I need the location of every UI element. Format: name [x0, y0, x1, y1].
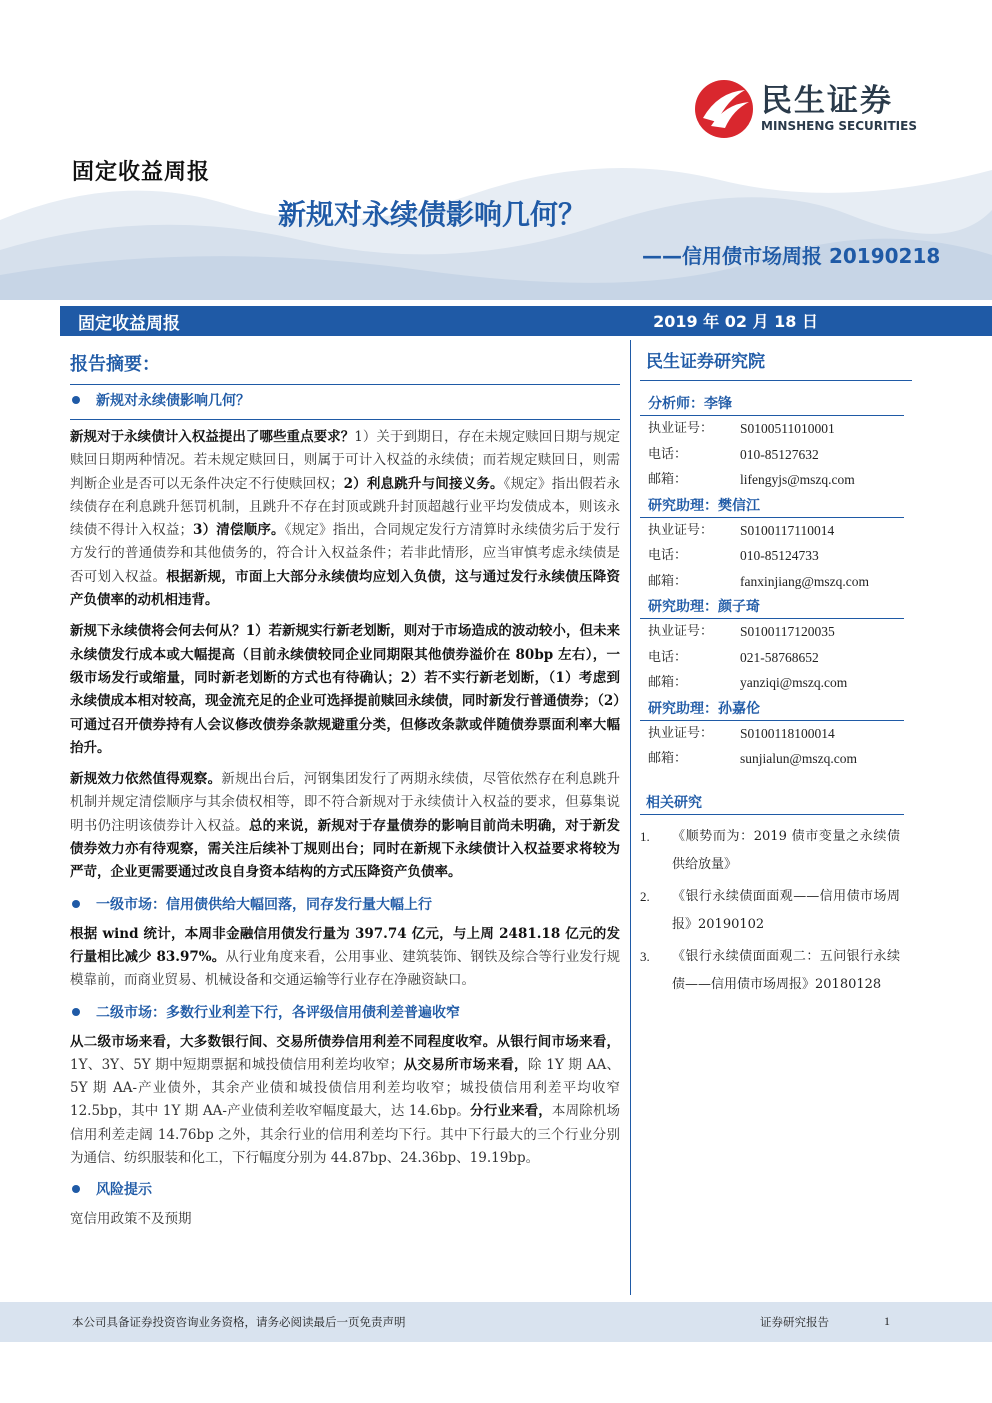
paragraph: 从二级市场来看，大多数银行间、交易所债券信用利差不同程度收窄。从银行间市场来看，1Y、3Y、5Y 期中短期票据和城投债信用利差均收窄；从交易所市场来看，除 1Y 期 AA、5Y 期 AA-产业债外，其余产业债和城投债信用利差均收窄；城投债信用利差平均收窄 12.5bp，其中 1Y 期 AA-产业债利差收窄幅度最大，达 14.6bp。分行业来看，本周除机场信用利差走阔 14.76bp 之外，其余行业的信用利差均下行。其中下行最大的三个行业分别为通信、纺织服装和化工，下行幅度分别为 44.87bp、24.36bp、19.19bp。	[70, 1033, 621, 1167]
paragraph: 新规对于永续债计入权益提出了哪些重点要求？1）关于到期日，存在未规定赎回日期与规定赎回日期两种情况。若未规定赎回日，则属于可计入权益的永续债；而若规定赎回日，则需判断企业是否可以无条件决定不行使赎回权；2）利息跳升与间接义务。《规定》指出假若永续债存在利息跳升惩罚机制，且跳升不存在封顶或跳升封顶超越行业平均发债成本，则该永续债不得计入权益；3）清偿顺序。《规定》指出，合同规定发行方清算时永续债劣后于发行方发行的普通债券和其他债务的，符合计入权益条件；若非此情形，应当审慎考虑永续债是否可划入权益。根据新规，市面上大部分永续债均应划入负债，这与通过发行永续债压降资产负债率的动机相违背。	[70, 429, 621, 609]
section-bar	[60, 306, 992, 336]
abstract-column	[70, 350, 620, 1240]
cert-row: 执业证号： S0100118100014	[648, 725, 835, 741]
phone-row: 电话： 010-85127632	[648, 446, 819, 462]
logo-english-name: MINSHENG SECURITIES	[761, 119, 917, 133]
bullet-heading: 一级市场：信用债供给大幅回落，同存发行量大幅上行	[70, 893, 620, 915]
cert-row: 执业证号： S0100117110014	[648, 522, 835, 538]
disclaimer-note: 本公司具备证券投资咨询业务资格，请务必阅读最后一页免责声明	[72, 1315, 406, 1329]
phone-row: 电话： 010-85124733	[648, 548, 819, 563]
bullet-heading: 二级市场：多数行业利差下行，各评级信用债利差普遍收窄	[70, 1001, 620, 1023]
related-item[interactable]: 1. 《顺势而为：2019 债市变量之永续债供给放量》	[640, 828, 900, 872]
cert-row: 执业证号： S0100511010001	[648, 421, 835, 436]
paragraph: 新规下永续债将会何去何从？1）若新规实行新老划断，则对于市场造成的波动较小，但未来永续债发行成本或大幅提高（目前永续债较同企业同期限其他债券溢价在 80bp 左右），一级市场发行或缩量，同时新老划断的方式也有待确认；2）若不实行新老划断，（1）考虑到永续债成本相对较高，现金流充足的企业可选择提前赎回永续债，同时新发行普通债券；（2）可通过召开债券持有人会议修改债券条款规避重分类，但修改条款或伴随债券票面利率大幅抬升。	[70, 623, 620, 756]
bullet-icon	[72, 900, 80, 908]
page-number: 1	[884, 1314, 890, 1328]
analyst-title: 研究助理：颜子琦	[640, 594, 904, 619]
institute-name: 民生证券研究院	[640, 345, 912, 381]
divider	[70, 419, 620, 420]
email-link[interactable]: yanziqi@mszq.com	[740, 675, 848, 690]
bullet-icon	[72, 396, 80, 404]
bullet-heading: 风险提示	[70, 1178, 620, 1200]
email-link[interactable]: lifengyjs@mszq.com	[740, 472, 855, 487]
analyst-title: 研究助理：孙嘉伦	[640, 696, 904, 721]
bullet-heading: 新规对永续债影响几何？	[70, 389, 620, 411]
paragraph: 根据 wind 统计，本周非金融信用债发行量为 397.74 亿元，与上周 2481.18 亿元的发行量相比减少 83.97%。从行业角度来看，公用事业、建筑装饰、钢铁及综合等行业发行规模靠前，而商业贸易、机械设备和交通运输等行业存在净融资缺口。	[70, 925, 620, 989]
document-type: 固定收益周报	[72, 159, 211, 185]
cert-row: 执业证号： S0100117120035	[648, 624, 835, 639]
email-row: 邮箱： yanziqi@mszq.com	[640, 670, 912, 696]
bullet-icon	[72, 1185, 80, 1193]
related-research-title: 相关研究	[640, 790, 904, 815]
email-link[interactable]: sunjialun@mszq.com	[740, 751, 858, 766]
page-footer	[0, 1302, 992, 1342]
phone-row: 电话： 021-58768652	[648, 649, 819, 665]
section-bar-label: 固定收益周报	[78, 314, 180, 334]
divider	[70, 384, 620, 385]
report-title: 新规对永续债影响几何？	[278, 198, 587, 231]
company-logo	[693, 78, 917, 140]
email-row: 邮箱： lifengyjs@mszq.com	[640, 467, 912, 493]
sidebar	[640, 345, 912, 1003]
related-item[interactable]: 3. 《银行永续债面面观二：五问银行永续债——信用债市场周报》20180128	[640, 948, 900, 992]
analyst-title: 研究助理：樊信江	[640, 493, 904, 518]
paragraph: 宽信用政策不及预期	[70, 1211, 192, 1228]
related-item[interactable]: 2. 《银行永续债面面观——信用债市场周报》20190102	[640, 888, 900, 932]
paragraph: 新规效力依然值得观察。新规出台后，河钢集团发行了两期永续债，尽管依然存在利息跳升机制并规定清偿顺序与其余债权相等，即不符合新规对于永续债计入权益的要求，但募集说明书仍注明该债券计入权益。总的来说，新规对于存量债券的影响目前尚未明确，对于新发债券效力亦有待观察，需关注后续补丁规则出台；同时在新规下永续债计入权益要求将较为严苛，企业更需要通过改良自身资本结构的方式压降资产负债率。	[70, 771, 621, 881]
report-date: 2019 年 02 月 18 日	[653, 312, 818, 331]
logo-chinese-name: 民生证券	[761, 83, 893, 119]
analyst-title: 分析师：李锋	[640, 391, 904, 416]
minsheng-logo-icon	[693, 78, 755, 140]
email-row: 邮箱： fanxinjiang@mszq.com	[640, 569, 912, 595]
email-link[interactable]: fanxinjiang@mszq.com	[740, 573, 870, 589]
column-divider	[630, 340, 631, 1295]
report-header	[0, 0, 992, 300]
bullet-icon	[72, 1008, 80, 1016]
report-category: 证券研究报告	[760, 1315, 829, 1329]
email-row: 邮箱： sunjialun@mszq.com	[640, 746, 912, 772]
abstract-title: 报告摘要：	[70, 354, 160, 375]
report-subtitle: ——信用债市场周报 20190218	[642, 244, 941, 268]
